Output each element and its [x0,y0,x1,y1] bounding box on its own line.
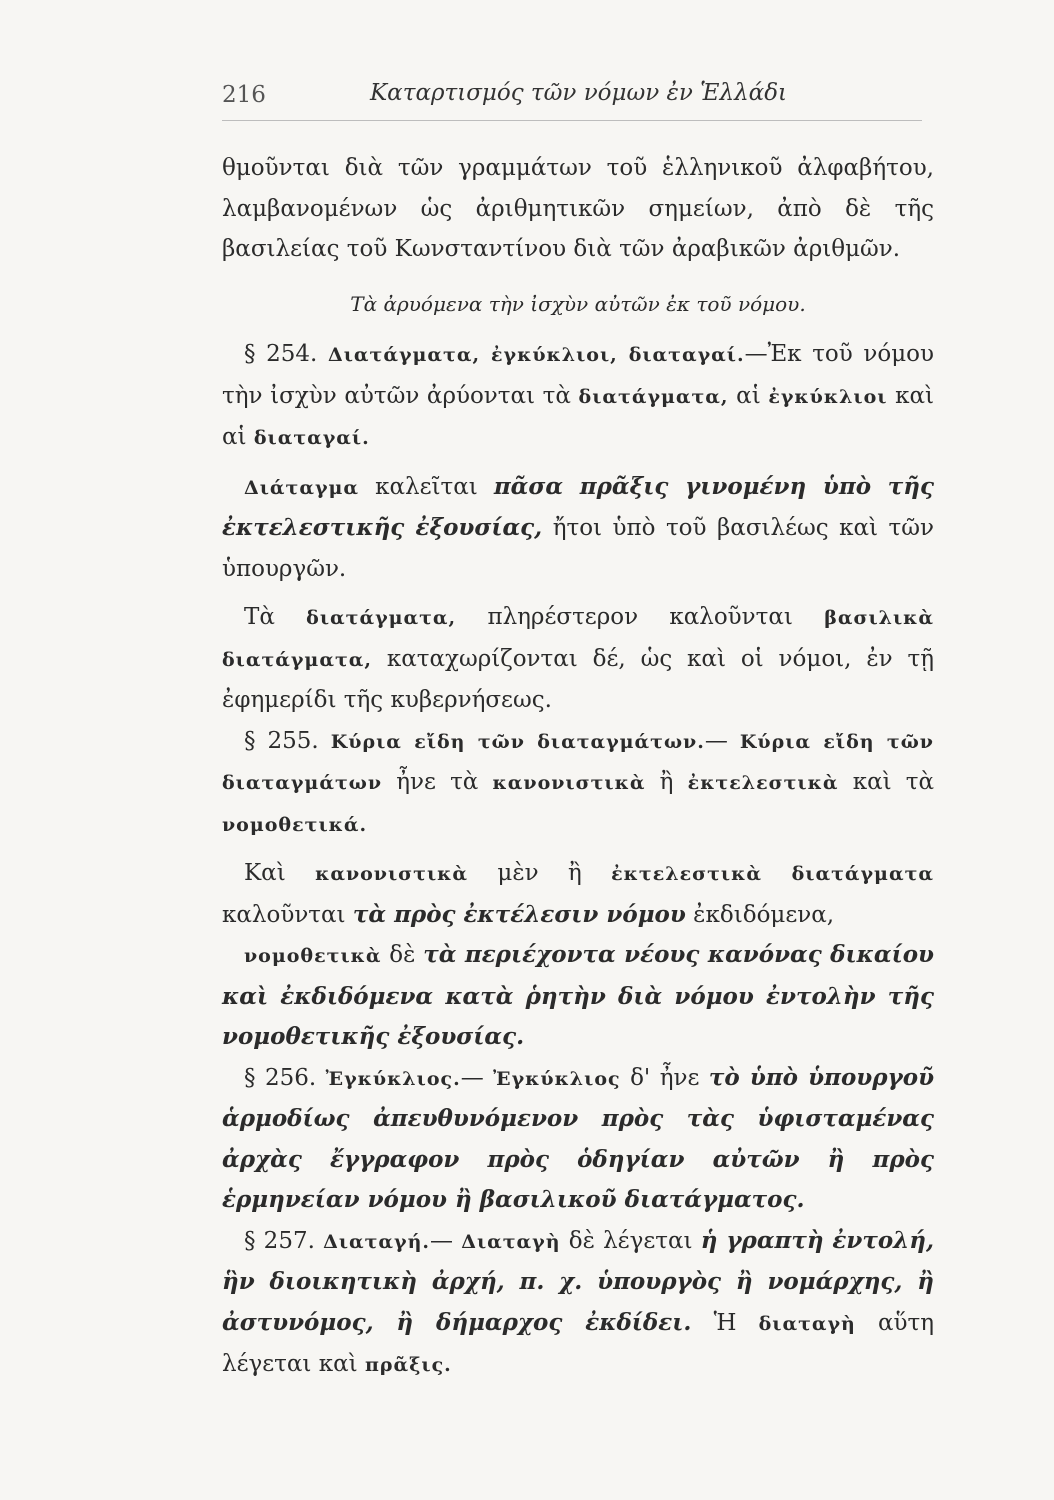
text-run: αἱ [736,382,761,409]
section-title: Ἐγκύκλιος. [325,1067,461,1090]
text-run: αὕτη λέγεται καὶ [222,1309,935,1377]
text-run: Τὰ [244,604,275,630]
section-title: Κύρια εἴδη τῶν διαταγμάτων. [330,730,705,753]
keyword: ἐκτελεστικὰ [687,772,839,794]
text-run: καταχωρίζονται δέ, ὡς καὶ οἱ νόμοι, ἐν τῇ ἐφημερίδι τῆς κυβερνήσεως. [222,645,935,713]
section-number: § 255. [244,727,319,754]
keyword: διατάγματα, [306,607,457,629]
section-254 [222,334,934,459]
paragraph-diatagma [222,467,934,590]
text-run: — [430,1227,454,1254]
paragraph-nomothetika [222,935,934,1058]
text-run: ἐκδιδόμενα, [693,901,835,928]
emphasis: τὸ ὑπὸ ὑπουργοῦ ἁρμοδίως ἀπευθυνόμενον πρὸς τὰς ὑφισταμένας ἀρχὰς ἔγγραφον πρὸς ὁδηγίαν αὐτῶν ἢ πρὸς ἑρμηνείαν νόμου ἢ βασιλικοῦ διατάγματος. [222,1063,935,1213]
text-run: — [460,1064,484,1091]
text-run: ἤτοι ὑπὸ τοῦ βασιλέως καὶ τῶν ὑπουργῶν. [222,515,935,582]
keyword: διατάγματα, [578,385,729,408]
running-head: Καταρτισμός τῶν νόμων ἐν Ἑλλάδι [370,80,788,106]
keyword: κανονιστικὰ [315,863,469,885]
page-header [222,78,922,121]
emphasis: τὰ περιέχοντα νέους κανόνας δικαίου καὶ ἐκδιδόμενα κατὰ ῥητὴν διὰ νόμου ἐντολὴν τῆς νομοθετικῆς ἐξουσίας. [222,941,935,1050]
section-title: Διαταγή. [323,1230,431,1253]
keyword: κανονιστικὰ [492,772,646,794]
text-run: Καὶ [244,860,286,886]
text-run: —Ἐκ τοῦ νόμου τὴν ἰσχὺν αὐτῶν ἀρύονται τὰ [222,341,934,409]
text-run: καλοῦνται [222,901,346,928]
page-number: 216 [222,82,266,108]
keyword: βασιλικὰ διατάγματα, [222,607,935,671]
keyword: Διάταγμα [244,476,360,499]
keyword: νομοθετικὰ [244,945,382,967]
text-run: δ' ἦνε [630,1064,700,1091]
paragraph-continuation: θμοῦνται διὰ τῶν γραμμάτων τοῦ ἑλληνικοῦ ἀλφαβήτου, λαμβανομένων ὡς ἀριθμητικῶν σημείων, ἀπὸ δὲ τῆς βασιλείας τοῦ Κωνσταντίνου διὰ τῶν ἀραβικῶν ἀριθμῶν. [222,155,934,262]
keyword: Ἐγκύκλιος [493,1067,621,1090]
text-run: καλεῖται [375,473,478,500]
section-subheading: Τὰ ἀρυόμενα τὴν ἰσχὺν αὐτῶν ἐκ τοῦ νόμου. [350,291,806,316]
text-run: καὶ τὰ [852,769,935,795]
paragraph-kanonistika [222,853,934,935]
keyword: Κύρια εἴδη τῶν διαταγμάτων [222,730,934,794]
section-257 [222,1221,934,1386]
section-title: Διατάγματα, ἐγκύκλιοι, διαταγαί. [328,344,745,366]
emphasis: τὰ πρὸς ἐκτέλεσιν νόμου [352,900,686,928]
text-run: ἢ [659,769,674,795]
section-number: § 257. [244,1227,315,1254]
text-run: πληρέστερον καλοῦνται [487,604,793,630]
keyword: διαταγὴ [758,1312,856,1335]
section-255 [222,721,934,846]
keyword: διαταγαί. [253,427,370,449]
text-run: Ἡ [713,1309,737,1336]
section-number: § 254. [244,341,318,367]
keyword: ἐκτελεστικὰ διατάγματα [611,863,934,885]
section-256 [222,1058,934,1221]
paragraph-ta-diatagmata [222,597,934,721]
emphasis: ἡ γραπτὴ ἐντολή, ἣν διοικητικὴ ἀρχή, π. χ. ὑπουργὸς ἢ νομάρχης, ἢ ἀστυνόμος, ἢ δήμαρχος ἐκδίδει. [222,1226,935,1336]
keyword: Διαταγὴ [461,1230,561,1253]
keyword: ἐγκύκλιοι [768,385,888,408]
keyword: πρᾶξις. [364,1354,452,1376]
text-run: δὲ λέγεται [568,1227,693,1254]
text-run: δὲ [389,942,416,968]
page-body [222,148,934,1386]
text-run: μὲν ἢ [497,860,582,886]
text-run: — [704,727,728,754]
keyword: νομοθετικά. [222,813,368,836]
emphasis: πᾶσα πρᾶξις γινομένη ὑπὸ τῆς ἐκτελεστικῆς ἐξουσίας, [222,472,935,541]
text-run: ἦνε τὰ [396,769,479,795]
text-run: καὶ αἱ [222,382,935,450]
section-number: § 256. [244,1064,317,1091]
